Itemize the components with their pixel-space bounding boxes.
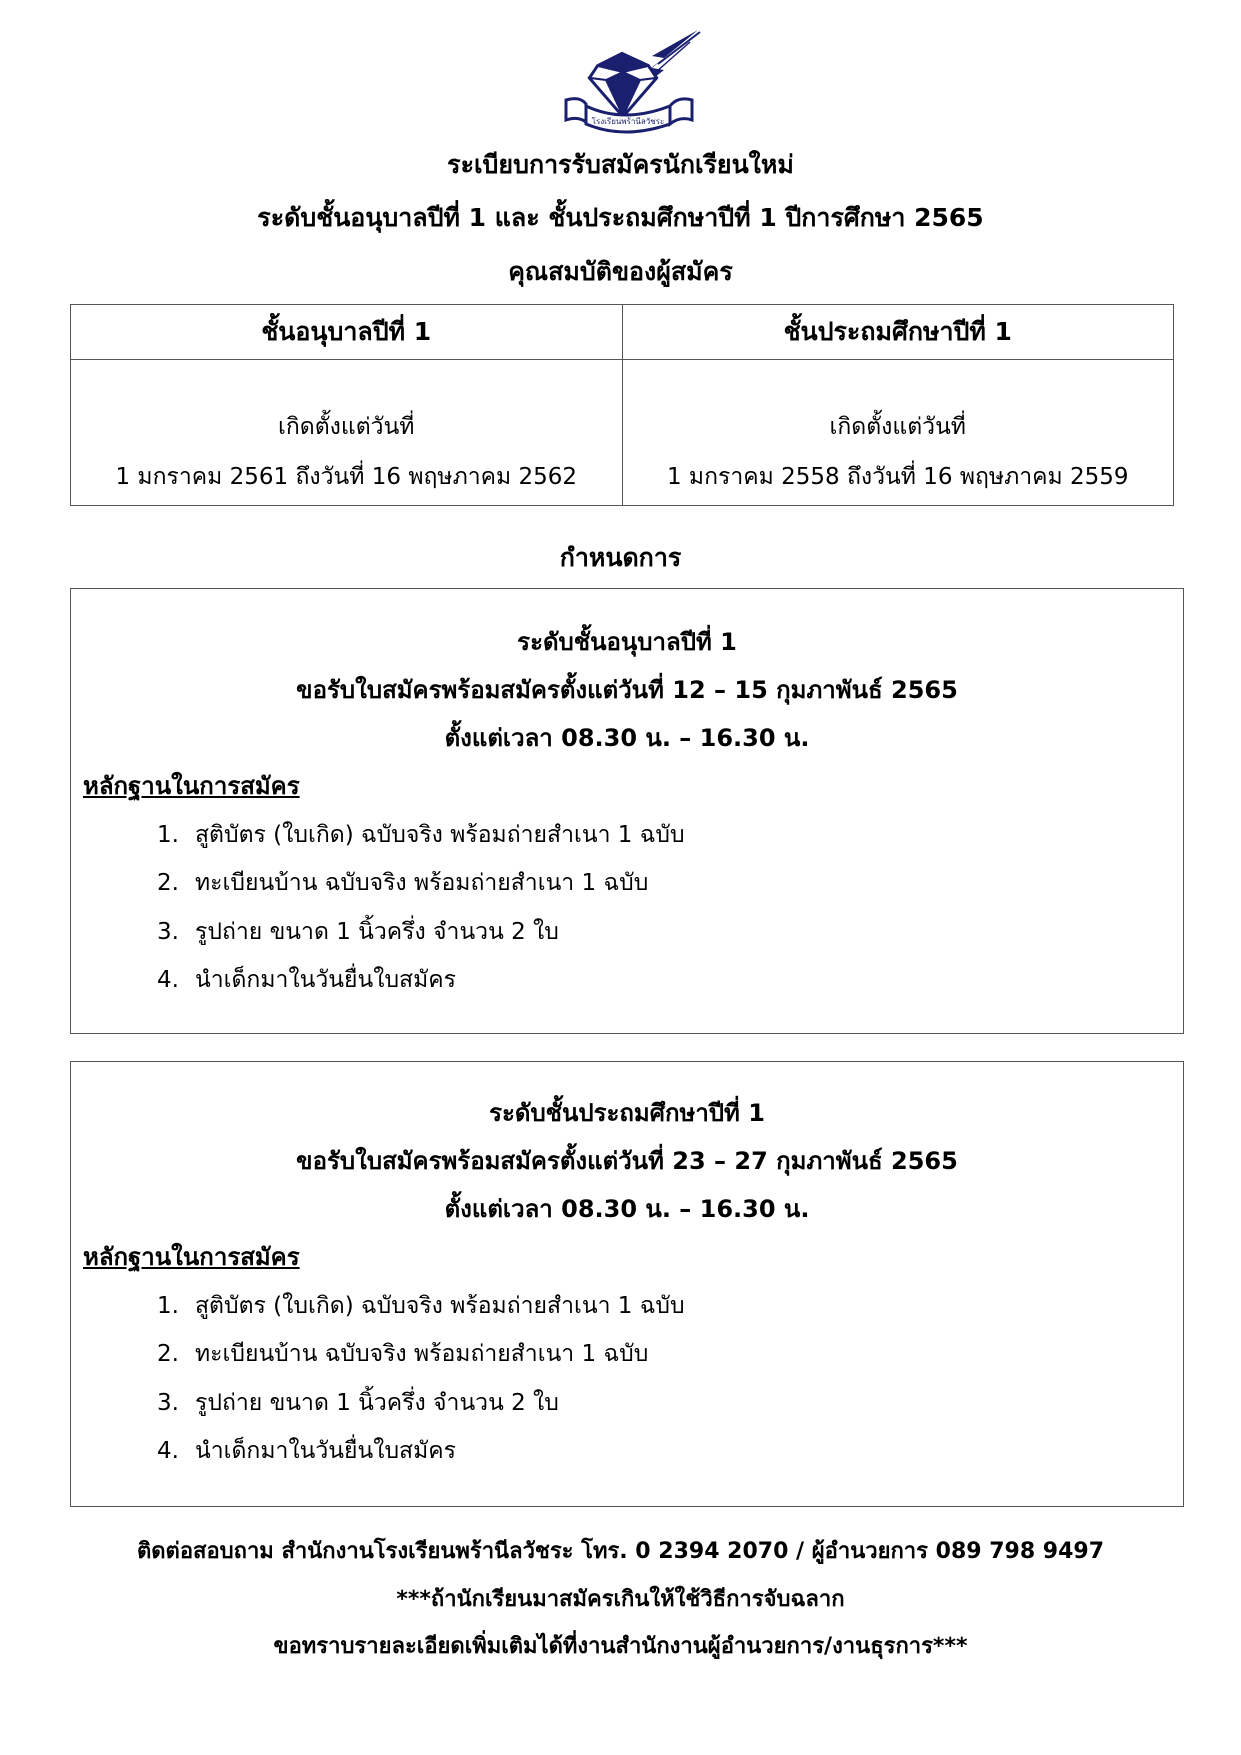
born-label: เกิดตั้งแต่วันที่ — [829, 414, 966, 440]
details-note: ขอทราบรายละเอียดเพิ่มเติมได้ที่งานสำนักงานผู้อำนวยการ/งานธุรการ*** — [273, 1634, 968, 1659]
schedule-level: ระดับชั้นอนุบาลปีที่ 1 — [517, 628, 737, 656]
kindergarten-header: ชั้นอนุบาลปีที่ 1 — [71, 305, 623, 360]
schedule-level: ระดับชั้นประถมศึกษาปีที่ 1 — [489, 1099, 765, 1127]
apply-time: ตั้งแต่เวลา 08.30 น. – 16.30 น. — [444, 724, 810, 752]
apply-period: ขอรับใบสมัครพร้อมสมัครตั้งแต่วันที่ 23 – 27 กุมภาพันธ์ 2565 — [296, 1147, 958, 1175]
list-item: 3. รูปถ่าย ขนาด 1 นิ้วครึ่ง จำนวน 2 ใบ — [157, 1390, 559, 1416]
qualifications-heading: คุณสมบัติของผู้สมัคร — [508, 257, 733, 286]
list-item: 1. สูติบัตร (ใบเกิด) ฉบับจริง พร้อมถ่ายสำเนา 1 ฉบับ — [157, 1293, 685, 1319]
apply-time: ตั้งแต่เวลา 08.30 น. – 16.30 น. — [444, 1195, 810, 1223]
birth-date-range: 1 มกราคม 2558 ถึงวันที่ 16 พฤษภาคม 2559 — [666, 464, 1129, 490]
contact-info: ติดต่อสอบถาม สำนักงานโรงเรียนพร้านีลวัชระ โทร. 0 2394 2070 / ผู้อำนวยการ 089 798 9497 — [136, 1539, 1105, 1564]
primary-header: ชั้นประถมศึกษาปีที่ 1 — [622, 305, 1174, 360]
document-title: ระเบียบการรับสมัครนักเรียนใหม่ — [447, 150, 794, 179]
logo-banner-text: โรงเรียนพร้านีลวัชระ — [591, 117, 665, 126]
list-item: 4. นำเด็กมาในวันยื่นใบสมัคร — [157, 967, 456, 993]
list-item: 2. ทะเบียนบ้าน ฉบับจริง พร้อมถ่ายสำเนา 1 ฉบับ — [157, 870, 649, 896]
lottery-note: ***ถ้านักเรียนมาสมัครเกินให้ใช้วิธีการจับฉลาก — [396, 1587, 845, 1612]
qualifications-table — [70, 304, 1174, 506]
list-item: 3. รูปถ่าย ขนาด 1 นิ้วครึ่ง จำนวน 2 ใบ — [157, 919, 559, 945]
table-header-row — [71, 305, 1174, 360]
list-item: 1. สูติบัตร (ใบเกิด) ฉบับจริง พร้อมถ่ายสำเนา 1 ฉบับ — [157, 822, 685, 848]
birth-date-range: 1 มกราคม 2561 ถึงวันที่ 16 พฤษภาคม 2562 — [115, 464, 578, 490]
school-logo — [560, 28, 710, 138]
diamond-icon — [590, 54, 656, 116]
documents-title: หลักฐานในการสมัคร — [83, 1243, 300, 1271]
primary-schedule-box — [70, 1061, 1184, 1507]
document-subtitle: ระดับชั้นอนุบาลปีที่ 1 และ ชั้นประถมศึกษาปีที่ 1 ปีการศึกษา 2565 — [257, 203, 984, 232]
list-item: 4. นำเด็กมาในวันยื่นใบสมัคร — [157, 1438, 456, 1464]
schedule-heading: กำหนดการ — [559, 543, 682, 572]
kindergarten-birth-cell — [71, 360, 623, 506]
apply-period: ขอรับใบสมัครพร้อมสมัครตั้งแต่วันที่ 12 – 15 กุมภาพันธ์ 2565 — [296, 676, 958, 704]
kindergarten-schedule-box — [70, 588, 1184, 1034]
primary-birth-cell — [622, 360, 1174, 506]
born-label: เกิดตั้งแต่วันที่ — [278, 414, 415, 440]
list-item: 2. ทะเบียนบ้าน ฉบับจริง พร้อมถ่ายสำเนา 1 ฉบับ — [157, 1341, 649, 1367]
documents-title: หลักฐานในการสมัคร — [83, 772, 300, 800]
table-row — [71, 360, 1174, 506]
